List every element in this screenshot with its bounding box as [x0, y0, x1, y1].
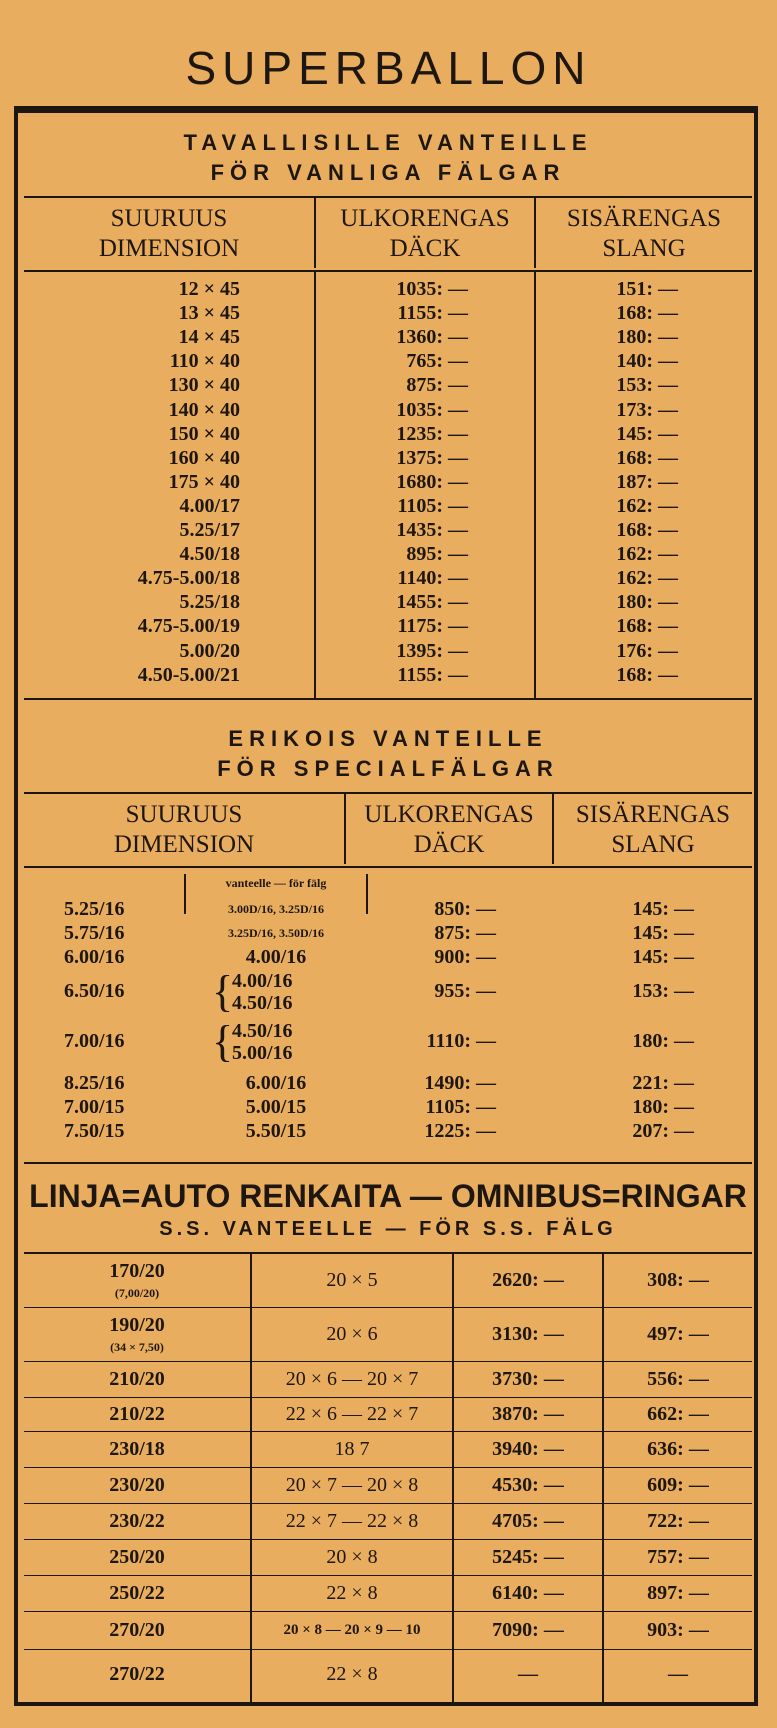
s1-tube: 180: — — [616, 591, 678, 614]
s1-size: 175 × 40 — [168, 470, 240, 493]
s1-size: 5.25/18 — [179, 591, 240, 614]
s1-tube: 168: — — [616, 615, 678, 638]
s2-col-tube-line1: SISÄRENGAS — [575, 801, 731, 828]
s1-size: 14 × 45 — [178, 326, 240, 349]
s2-rim: 5.00/15 — [245, 1096, 307, 1118]
s3-rim: 20 × 5 — [326, 1269, 378, 1291]
s1-size: 4.50/18 — [179, 543, 240, 566]
s2-rim: 3.00D/16, 3.25D/16 — [228, 902, 324, 916]
s3-tube: 757: — — [647, 1546, 709, 1568]
s1-size: 12 × 45 — [178, 278, 240, 300]
s3-tube: 308: — — [647, 1269, 709, 1291]
s3-size-sub: (7,00/20) — [114, 1286, 160, 1300]
s1-size: 140 × 40 — [168, 398, 240, 421]
divider — [24, 1467, 752, 1468]
s3-tire: 2620: — — [492, 1269, 564, 1291]
divider — [552, 794, 554, 864]
s3-tire: 6140: — — [492, 1582, 564, 1604]
s3-size: 230/22 — [109, 1510, 165, 1532]
s1-tire: 1035: — — [396, 398, 468, 421]
s3-tire: 3730: — — [492, 1368, 564, 1390]
brace-icon: { — [212, 967, 234, 1016]
s3-size: 170/20 — [109, 1260, 165, 1282]
s1-tube: 153: — — [616, 374, 678, 397]
s1-size: 5.00/20 — [179, 639, 240, 662]
s2-tube: 207: — — [632, 1120, 694, 1142]
divider — [24, 1162, 752, 1164]
s1-col-size-header — [24, 204, 314, 264]
s2-tube: 145: — — [632, 898, 694, 920]
s1-tube: 187: — — [616, 470, 678, 493]
s1-tube: 151: — — [616, 278, 678, 300]
s2-size: 8.25/16 — [64, 1072, 125, 1094]
s1-size: 13 × 45 — [178, 302, 240, 325]
s2-tire: 1105: — — [425, 1096, 496, 1118]
section1-heading-2: FÖR VANLIGA FÄLGAR — [210, 160, 566, 185]
s3-tube: 636: — — [647, 1438, 709, 1460]
s2-tire: 900: — — [434, 946, 496, 968]
s3-rim: 22 × 8 — [326, 1663, 378, 1685]
s1-tube: 168: — — [616, 663, 678, 686]
s2-rim-b: 5.00/16 — [232, 1042, 293, 1064]
s3-tire: — — [518, 1663, 538, 1685]
s2-size: 6.50/16 — [64, 980, 125, 1002]
s2-col-tire-header — [346, 800, 552, 860]
s3-rim: 22 × 8 — [326, 1582, 378, 1604]
s3-rim: 22 × 7 — 22 × 8 — [285, 1510, 419, 1532]
s1-tire: 1395: — — [396, 639, 468, 662]
s1-col-tube-line1: SISÄRENGAS — [566, 205, 722, 232]
s2-rim: 5.50/15 — [245, 1120, 307, 1142]
s1-col-size-line1: SUURUUS — [110, 205, 228, 232]
s3-tube: 722: — — [647, 1510, 709, 1532]
s2-tube: 180: — — [632, 1030, 694, 1052]
s1-tube: 140: — — [616, 350, 678, 373]
divider — [24, 1539, 752, 1540]
divider — [534, 198, 536, 268]
s3-rim: 20 × 8 — 20 × 9 — 10 — [283, 1622, 421, 1638]
divider — [24, 196, 752, 198]
s1-tire: 1155: — — [397, 663, 468, 686]
s3-tire: 3130: — — [492, 1323, 564, 1345]
s3-tube: 897: — — [647, 1582, 709, 1604]
s3-rim: 20 × 7 — 20 × 8 — [285, 1474, 419, 1496]
s1-col-tube-line2: SLANG — [602, 235, 686, 262]
s3-size-sub: (34 × 7,50) — [110, 1340, 164, 1354]
s1-tire: 1455: — — [396, 591, 468, 614]
s2-size: 7.00/16 — [64, 1030, 125, 1052]
s1-tire: 1435: — — [396, 519, 468, 541]
s1-tire: 1360: — — [396, 326, 468, 349]
s3-rim: 22 × 6 — 22 × 7 — [285, 1403, 419, 1425]
s1-size: 4.50-5.00/21 — [137, 663, 240, 686]
divider — [314, 198, 316, 268]
s1-tube: 168: — — [616, 446, 678, 469]
s2-tube: 145: — — [632, 946, 694, 968]
s1-tube: 168: — — [616, 519, 678, 541]
s3-size: 270/20 — [109, 1619, 165, 1641]
divider — [24, 866, 752, 868]
s2-col-size-line2: DIMENSION — [113, 831, 255, 858]
s3-rim: 20 × 6 — [326, 1323, 378, 1345]
s2-tire: 875: — — [434, 922, 496, 944]
s2-rim: 6.00/16 — [245, 1072, 307, 1094]
s1-size: 4.75-5.00/19 — [137, 615, 240, 638]
s3-tube: 903: — — [647, 1619, 709, 1641]
bus-tires-subheading: S.S. VANTEELLE — FÖR S.S. FÄLG — [159, 1218, 617, 1240]
s2-col-tire-line2: DÄCK — [413, 831, 485, 858]
s1-size: 5.25/17 — [179, 519, 240, 541]
s1-tube: 162: — — [616, 567, 678, 590]
s3-tube: 497: — — [647, 1323, 709, 1345]
divider — [24, 270, 752, 272]
s2-tube: 145: — — [632, 922, 694, 944]
s1-tube: 145: — — [616, 422, 678, 445]
s2-size: 7.00/15 — [64, 1096, 125, 1118]
divider — [344, 794, 346, 864]
s2-tube: 221: — — [632, 1072, 694, 1094]
divider — [24, 1307, 752, 1308]
s3-size: 250/20 — [109, 1546, 165, 1568]
s2-size: 7.50/15 — [64, 1120, 125, 1142]
s1-col-tire-line1: ULKORENGAS — [340, 205, 510, 232]
s1-tire: 1035: — — [396, 278, 468, 300]
s2-col-tube-header — [554, 800, 752, 860]
s3-size: 210/22 — [109, 1403, 165, 1425]
divider — [24, 1252, 752, 1254]
s3-size: 210/20 — [109, 1368, 165, 1390]
s1-tire: 895: — — [406, 543, 468, 566]
s2-size: 5.25/16 — [64, 898, 125, 920]
s2-rim: 3.25D/16, 3.50D/16 — [228, 926, 324, 940]
s2-col-size-line1: SUURUUS — [125, 801, 243, 828]
s3-tire: 3870: — — [492, 1403, 564, 1425]
divider — [24, 1503, 752, 1504]
s3-tube: — — [668, 1663, 688, 1685]
s1-tire: 1175: — — [397, 615, 468, 638]
section2-heading-2: FÖR SPECIALFÄLGAR — [217, 756, 559, 781]
s1-size: 4.75-5.00/18 — [137, 567, 240, 590]
s2-tire: 1490: — — [424, 1072, 496, 1094]
divider — [24, 698, 752, 700]
divider — [24, 1431, 752, 1432]
divider — [24, 792, 752, 794]
s1-tire: 1105: — — [397, 494, 468, 517]
brace-icon: { — [212, 1017, 234, 1066]
s1-tire: 875: — — [406, 374, 468, 397]
s2-rim-a: 4.50/16 — [232, 1020, 293, 1042]
s1-tire: 1155: — — [397, 302, 468, 325]
s2-rim-b: 4.50/16 — [232, 992, 293, 1014]
divider — [24, 1575, 752, 1576]
s2-rim: 4.00/16 — [245, 946, 307, 968]
s1-col-tire-line2: DÄCK — [389, 235, 461, 262]
s3-tube: 662: — — [647, 1403, 709, 1425]
s3-size: 190/20 — [109, 1314, 165, 1336]
s2-tire: 1225: — — [424, 1120, 496, 1142]
s3-size: 230/18 — [109, 1438, 165, 1460]
s2-tire: 1110: — — [426, 1030, 496, 1052]
s1-col-tube-header — [536, 204, 752, 264]
s1-tube: 162: — — [616, 543, 678, 566]
s2-size: 6.00/16 — [64, 946, 125, 968]
section1-heading-1: TAVALLISILLE VANTEILLE — [183, 130, 593, 155]
s1-col-tire-header — [316, 204, 534, 264]
s1-tube: 176: — — [616, 639, 678, 662]
s3-tire: 4530: — — [492, 1474, 564, 1496]
s1-tire: 765: — — [406, 350, 468, 373]
s1-size: 130 × 40 — [168, 374, 240, 397]
s2-rim-header: vanteelle — för fälg — [225, 876, 327, 890]
divider — [24, 1361, 752, 1362]
s3-size: 250/22 — [109, 1582, 165, 1604]
s2-tire: 955: — — [434, 980, 496, 1002]
s1-tire: 1375: — — [396, 446, 468, 469]
s3-size: 230/20 — [109, 1474, 165, 1496]
s3-tire: 3940: — — [492, 1438, 564, 1460]
s2-tube: 180: — — [632, 1096, 694, 1118]
s2-tire: 850: — — [434, 898, 496, 920]
s3-tire: 5245: — — [492, 1546, 564, 1568]
s1-size: 160 × 40 — [168, 446, 240, 469]
s3-tube: 609: — — [647, 1474, 709, 1496]
s1-tube: 162: — — [616, 494, 678, 517]
s3-tube: 556: — — [647, 1368, 709, 1390]
s1-tube: 180: — — [616, 326, 678, 349]
s3-tire: 7090: — — [492, 1619, 564, 1641]
s3-rim: 20 × 6 — 20 × 7 — [285, 1368, 419, 1390]
s2-rim-a: 4.00/16 — [232, 970, 293, 992]
s1-size: 4.00/17 — [179, 494, 240, 517]
s2-col-tube-line2: SLANG — [611, 831, 695, 858]
s3-size: 270/22 — [109, 1663, 165, 1685]
page-title: SUPERBALLON — [185, 42, 592, 94]
s1-tire: 1235: — — [396, 422, 468, 445]
s3-rim: 20 × 8 — [326, 1546, 378, 1568]
s3-tire: 4705: — — [492, 1510, 564, 1532]
s1-tube: 168: — — [616, 302, 678, 325]
s1-col-size-line2: DIMENSION — [98, 235, 240, 262]
divider — [24, 1649, 752, 1650]
s1-size: 110 × 40 — [169, 350, 240, 373]
divider — [24, 1397, 752, 1398]
s2-tube: 153: — — [632, 980, 694, 1002]
section2-heading-1: ERIKOIS VANTEILLE — [228, 726, 548, 751]
s2-col-tire-line1: ULKORENGAS — [364, 801, 534, 828]
s1-tire: 1140: — — [397, 567, 468, 590]
s3-rim: 18 7 — [334, 1438, 370, 1460]
bus-tires-heading: LINJA=AUTO RENKAITA — OMNIBUS=RINGAR — [29, 1178, 747, 1214]
s1-tire: 1680: — — [396, 470, 468, 493]
s2-col-size-header — [24, 800, 344, 860]
s2-size: 5.75/16 — [64, 922, 125, 944]
s1-size: 150 × 40 — [168, 422, 240, 445]
s1-tube: 173: — — [616, 398, 678, 421]
divider — [24, 1611, 752, 1612]
